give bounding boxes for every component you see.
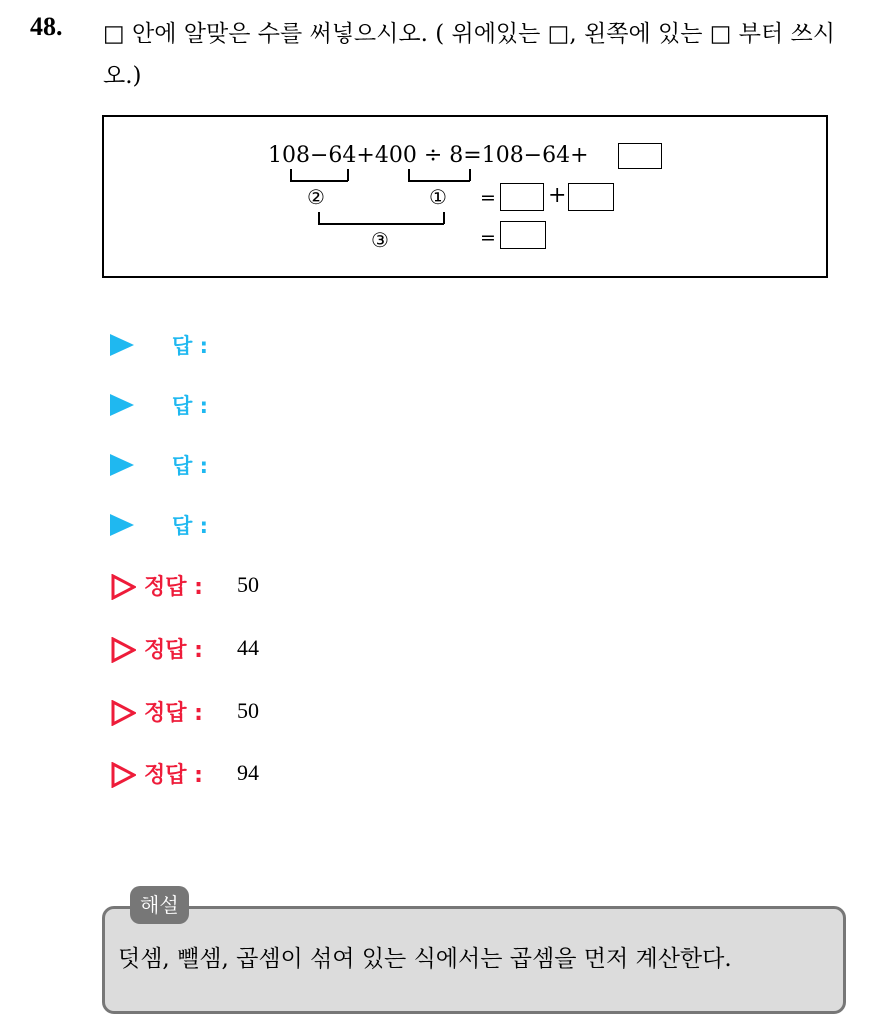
correct-value: 94	[237, 760, 259, 785]
hollow-triangle-icon	[110, 637, 136, 663]
hollow-triangle-icon	[110, 700, 136, 726]
answer-label: 답 :	[172, 454, 208, 478]
correct-label: 정답 :	[144, 575, 203, 600]
answer-label: 답 :	[172, 394, 208, 418]
play-triangle-icon	[110, 514, 134, 536]
answer-label: 답 :	[172, 334, 208, 358]
circle-number-2: ②	[307, 185, 325, 209]
equation-line-1: 108−64+400 ÷ 8=108−64+	[268, 143, 589, 168]
circle-number-1: ①	[429, 185, 447, 209]
play-triangle-icon	[110, 454, 134, 476]
play-triangle-icon	[110, 334, 134, 356]
correct-label: 정답 :	[144, 638, 203, 663]
correct-value: 44	[237, 635, 259, 660]
circle-number-3: ③	[371, 228, 389, 252]
answer-blank-1[interactable]	[618, 143, 662, 169]
answer-blank-3[interactable]	[568, 183, 614, 211]
problem-box	[102, 115, 828, 278]
answer-label: 답 :	[172, 514, 208, 538]
correct-label: 정답 :	[144, 763, 203, 788]
equation-line-3-equals: =	[480, 227, 496, 249]
equation-line-2-plus: +	[548, 183, 567, 208]
correct-value: 50	[237, 572, 259, 597]
question-text: □ 안에 알맞은 수를 써넣으시오. ( 위에있는 □, 왼쪽에 있는 □ 부터 쓰시오.)	[103, 21, 835, 89]
answer-blank-4[interactable]	[500, 221, 546, 249]
play-triangle-icon	[110, 394, 134, 416]
hollow-triangle-icon	[110, 762, 136, 788]
correct-value: 50	[237, 698, 259, 723]
explanation-tag: 해설	[130, 886, 189, 924]
answer-blank-2[interactable]	[500, 183, 544, 211]
correct-label: 정답 :	[144, 701, 203, 726]
hollow-triangle-icon	[110, 574, 136, 600]
question-number: 48.	[30, 12, 63, 41]
equation-line-2-equals: =	[480, 187, 496, 209]
explanation-text: 덧셈, 뺄셈, 곱셈이 섞여 있는 식에서는 곱셈을 먼저 계산한다.	[118, 946, 732, 972]
